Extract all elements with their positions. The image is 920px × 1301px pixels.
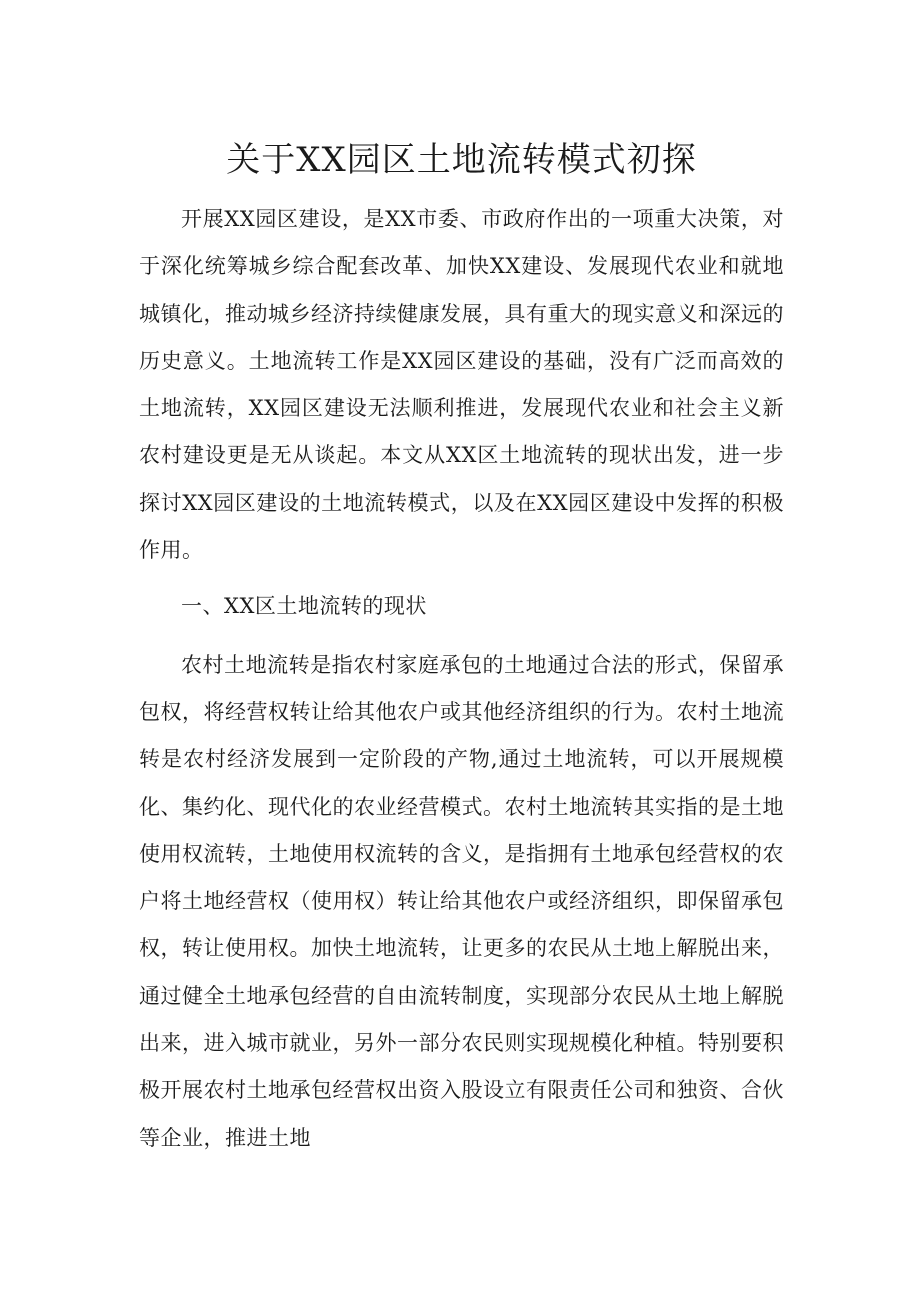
document-body: [139, 136, 784, 1162]
section-heading: 一、XX区土地流转的现状: [181, 594, 427, 619]
intro-paragraph: 开展XX园区建设，是XX市委、市政府作出的一项重大决策，对于深化统筹城乡综合配套改革、加快XX建设、发展现代农业和就地城镇化，推动城乡经济持续健康发展，具有重大的现实意义和深远的历史意义。土地流转工作是XX园区建设的基础，没有广泛而高效的土地流转，XX园区建设无法顺利推进，发展现代农业和社会主义新农村建设更是无从谈起。本文从XX区土地流转的现状出发，进一步探讨XX园区建设的土地流转模式，以及在XX园区建设中发挥的积极作用。: [139, 207, 784, 563]
section-paragraph: 农村土地流转是指农村家庭承包的土地通过合法的形式，保留承包权，将经营权转让给其他农户或其他经济组织的行为。农村土地流转是农村经济发展到一定阶段的产物,通过土地流转，可以开展规模化、集约化、现代化的农业经营模式。农村土地流转其实指的是土地使用权流转，土地使用权流转的含义，是指拥有土地承包经营权的农户将土地经营权（使用权）转让给其他农户或经济组织，即保留承包权，转让使用权。加快土地流转，让更多的农民从土地上解脱出来，通过健全土地承包经营的自由流转制度，实现部分农民从土地上解脱出来，进入城市就业，另外一部分农民则实现规模化种植。特别要积极开展农村土地承包经营权出资入股设立有限责任公司和独资、合伙等企业，推进土地: [139, 652, 784, 1150]
document-title: 关于XX园区土地流转模式初探: [226, 140, 697, 180]
